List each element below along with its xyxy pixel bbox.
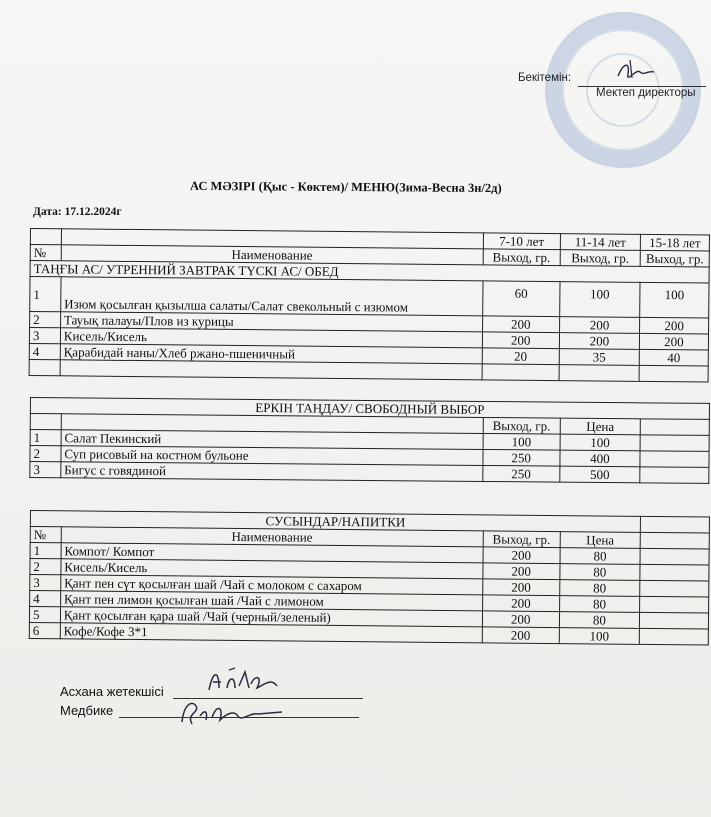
- section-title: ТАҢҒЫ АС/ УТРЕННИЙ ЗАВТРАК ТҮСКІ АС/ ОБЕД: [30, 261, 709, 284]
- yield-header: Выход, гр.: [560, 250, 640, 267]
- name-header: Наименование: [61, 245, 483, 265]
- drinks-table: [29, 510, 710, 646]
- table-row: 4 Қант пен лимон қосылған шай /Чай с лимоном 200 80: [30, 591, 709, 614]
- name-header: Наименование: [61, 527, 483, 547]
- nurse-signature: [178, 694, 288, 730]
- table-row: 2 Тауық палауы/Плов из курицы 200 200 200: [30, 312, 709, 335]
- table-row: 5 Қант қосылған қара шай /Чай (черный/зеленый) 200 80: [29, 607, 708, 630]
- director-signature: [610, 58, 660, 86]
- price-header: Цена: [560, 532, 640, 549]
- table-row: 4 Қарабидай наны/Хлеб ржано-пшеничный 20 35 40: [29, 343, 708, 366]
- cook-signature: [205, 664, 295, 698]
- table-row: 3 Кисель/Кисель 200 200 200: [29, 328, 708, 351]
- age-header: 7-10 лет: [483, 233, 560, 250]
- yield-header: Выход, гр.: [483, 417, 560, 434]
- nurse-label: Медбике: [60, 703, 114, 718]
- approve-label: Бекітемін:: [518, 72, 572, 84]
- num-header: №: [30, 527, 61, 543]
- free-choice-title: ЕРКІН ТАҢДАУ/ СВОБОДНЫЙ ВЫБОР: [30, 398, 709, 420]
- table-row: 3 Қант пен сүт қосылған шай /Чай с молоком с сахаром 200 80: [30, 575, 709, 598]
- table-row: 2 Кисель/Кисель 200 80: [30, 559, 709, 582]
- yield-header: Выход, гр.: [483, 531, 560, 548]
- table-row: 1 Компот/ Компот 200 80: [30, 543, 709, 566]
- num-header: №: [30, 245, 61, 261]
- director-label: Мектеп директоры: [596, 87, 696, 99]
- page-title: АС МӘЗІРІ (Қыс - Көктем)/ МЕНЮ(Зима-Весна 3н/2д): [189, 178, 502, 196]
- table-row: 1 Салат Пекинский 100 100: [30, 430, 709, 452]
- yield-header: Выход, гр.: [640, 250, 709, 267]
- age-header: 11-14 лет: [560, 234, 640, 251]
- table-row: 3 Бигус с говядиной 250 500: [30, 462, 709, 484]
- main-menu-table: [29, 228, 710, 383]
- table-row: 2 Суп рисовый на костном бульоне 250 400: [30, 446, 709, 468]
- table-row: 1 Изюм қосылған қызылша салаты/Салат свекольный с изюмом 60 100 100: [30, 277, 709, 319]
- menu-date: Дата: 17.12.2024г: [33, 206, 122, 218]
- age-header: 15-18 лет: [640, 234, 709, 251]
- drinks-title: СУСЫНДАР/НАПИТКИ: [30, 511, 640, 533]
- free-choice-table: [29, 397, 710, 484]
- yield-header: Выход, гр.: [483, 249, 560, 266]
- table-row: 6 Кофе/Кофе 3*1 200 100: [29, 622, 708, 645]
- cook-label: Асхана жетекшісі: [60, 684, 164, 699]
- price-header: Цена: [560, 418, 640, 435]
